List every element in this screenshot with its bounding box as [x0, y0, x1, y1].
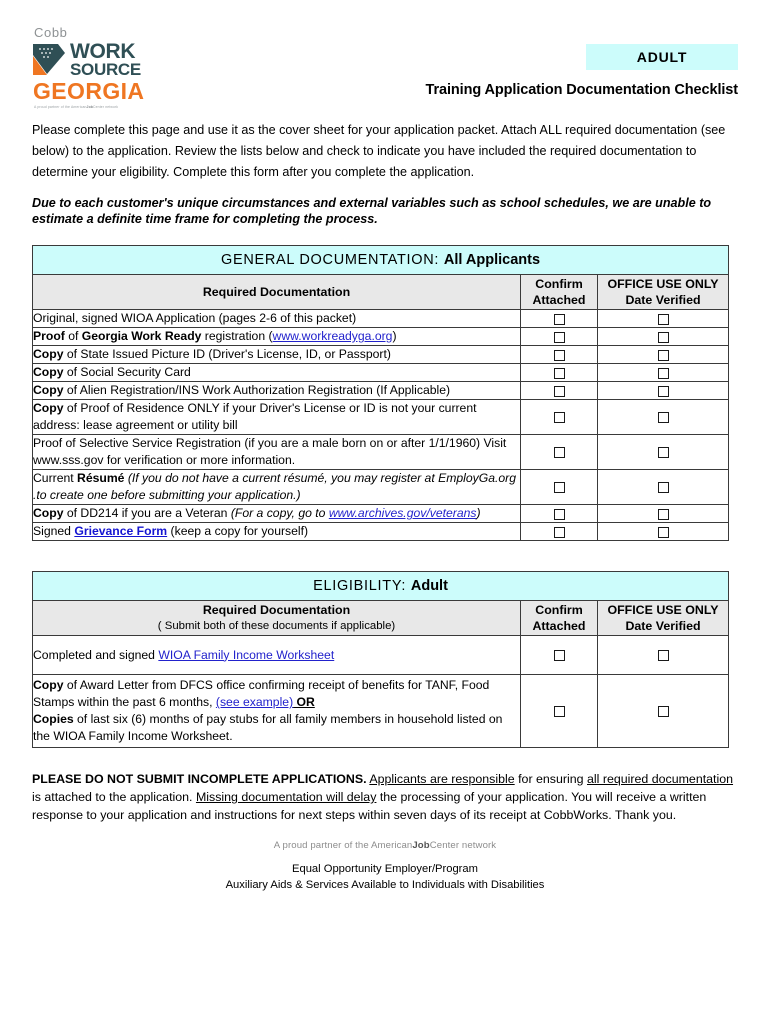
logo-source-text: SOURCE [70, 60, 141, 79]
intro-section [32, 120, 738, 227]
confirm-cell[interactable] [521, 523, 598, 541]
eligibility-band-title: ELIGIBILITY: Adult [33, 572, 729, 601]
doc-award-letter-or-pay-stubs: Copy of Award Letter from DFCS office confirming receipt of benefits for TANF, Food Stamps within the past 6 months, (see example) OR Copies of last six (6) months of pay stubs for all family members in household listed on the WIOA Family Income Worksheet. [33, 675, 521, 748]
logo-cobb-text: Cobb [34, 25, 68, 40]
page-title: Training Application Documentation Checklist [425, 82, 738, 98]
table-band-row [33, 246, 729, 275]
table-row [33, 435, 729, 470]
see-example-link[interactable]: (see example) [215, 695, 294, 709]
logo-work-text: WORK [70, 40, 136, 63]
table-row [33, 505, 729, 523]
eo-line-2: Auxiliary Aids & Services Available to Individuals with Disabilities [225, 879, 545, 891]
office-cell[interactable] [598, 505, 729, 523]
checkbox-office[interactable] [658, 386, 669, 397]
table-row [33, 364, 729, 382]
doc-georgia-work-ready: Proof of Georgia Work Ready registration (www.workreadyga.org) [33, 328, 521, 346]
office-cell[interactable] [598, 435, 729, 470]
closing-notice: PLEASE DO NOT SUBMIT INCOMPLETE APPLICATIONS. Applicants are responsible for ensuring all required documentation is attached to the application. Missing documentation will delay the processing of your application. You will receive a written response to your application and instructions for next steps within seven days of its receipt at CobbWorks. Thank you. [32, 772, 734, 822]
col-confirm-attached: Confirm Attached [521, 601, 598, 636]
doc-alien-registration: Copy of Alien Registration/INS Work Authorization Registration (If Applicable) [33, 382, 521, 400]
confirm-cell[interactable] [521, 675, 598, 748]
confirm-cell[interactable] [521, 505, 598, 523]
doc-selective-service: Proof of Selective Service Registration (if you are a male born on or after 1/1/1960) Visit www.sss.gov for verification or more information. [33, 435, 521, 470]
program-badge [586, 44, 738, 70]
general-band-title: GENERAL DOCUMENTATION: All Applicants [33, 246, 729, 275]
cobbworks-logo [32, 26, 232, 109]
checkbox-office[interactable] [658, 332, 669, 343]
eo-line-1: Equal Opportunity Employer/Program [292, 863, 478, 875]
col-office-use-only: OFFICE USE ONLY Date Verified [598, 275, 729, 310]
confirm-cell[interactable] [521, 636, 598, 675]
checkbox-confirm[interactable] [554, 350, 565, 361]
closing-lead: PLEASE DO NOT SUBMIT INCOMPLETE APPLICATIONS. [32, 772, 367, 786]
col-required-documentation: Required Documentation [33, 275, 521, 310]
confirm-cell[interactable] [521, 310, 598, 328]
workready-link[interactable]: www.workreadyga.org [272, 329, 393, 343]
table-row [33, 328, 729, 346]
checkbox-confirm[interactable] [554, 650, 565, 661]
archives-veterans-link[interactable]: www.archives.gov/veterans [328, 506, 477, 520]
checkbox-confirm[interactable] [554, 482, 565, 493]
office-cell[interactable] [598, 382, 729, 400]
doc-wioa-family-income-worksheet: Completed and signed WIOA Family Income Worksheet [33, 636, 521, 675]
checkbox-office[interactable] [658, 368, 669, 379]
checkbox-confirm[interactable] [554, 412, 565, 423]
checkbox-office[interactable] [658, 412, 669, 423]
checkbox-confirm[interactable] [554, 509, 565, 520]
table-row [33, 382, 729, 400]
confirm-cell[interactable] [521, 400, 598, 435]
checkbox-office[interactable] [658, 706, 669, 717]
checkbox-confirm[interactable] [554, 314, 565, 325]
table-header-row [33, 601, 729, 636]
office-cell[interactable] [598, 400, 729, 435]
logo-georgia-text: GEORGIA [33, 78, 145, 104]
col-confirm-attached: Confirm Attached [521, 275, 598, 310]
general-documentation-table [32, 245, 729, 541]
logo-tagline: A proud partner of the AmericanJobCenter network [34, 105, 119, 109]
office-cell[interactable] [598, 310, 729, 328]
checkbox-office[interactable] [658, 350, 669, 361]
office-cell[interactable] [598, 470, 729, 505]
worksource-arrow-icon [32, 43, 66, 78]
checkbox-office[interactable] [658, 509, 669, 520]
office-cell[interactable] [598, 346, 729, 364]
table-row [33, 675, 729, 748]
checkbox-confirm[interactable] [554, 447, 565, 458]
table-row [33, 523, 729, 541]
grievance-form-link[interactable]: Grievance Form [74, 524, 168, 538]
intro-paragraph: Please complete this page and use it as the cover sheet for your application packet. Attach ALL required documentation (see below) to the application. Review the lists below and check to indicate you have included the required documentation to determine your eligibility. Complete this form after you complete the application. [32, 123, 726, 179]
table-row [33, 346, 729, 364]
confirm-cell[interactable] [521, 382, 598, 400]
office-cell[interactable] [598, 636, 729, 675]
doc-social-security-card: Copy of Social Security Card [33, 364, 521, 382]
page-header [32, 0, 738, 108]
doc-original-wioa-application: Original, signed WIOA Application (pages 2-6 of this packet) [33, 310, 521, 328]
office-cell[interactable] [598, 364, 729, 382]
confirm-cell[interactable] [521, 346, 598, 364]
col-office-use-only: OFFICE USE ONLY Date Verified [598, 601, 729, 636]
checkbox-confirm[interactable] [554, 332, 565, 343]
wioa-worksheet-link[interactable]: WIOA Family Income Worksheet [158, 647, 335, 662]
intro-emphasis: Due to each customer's unique circumstances and external variables such as school schedules, we are unable to estimate a definite time frame for completing the process. [32, 196, 712, 226]
confirm-cell[interactable] [521, 328, 598, 346]
american-job-center-tagline: A proud partner of the AmericanJobCenter network [273, 840, 497, 851]
checkbox-office[interactable] [658, 314, 669, 325]
checkbox-confirm[interactable] [554, 706, 565, 717]
checkbox-confirm[interactable] [554, 368, 565, 379]
doc-state-picture-id: Copy of State Issued Picture ID (Driver's License, ID, or Passport) [33, 346, 521, 364]
office-cell[interactable] [598, 675, 729, 748]
col-required-documentation: Required Documentation ( Submit both of these documents if applicable) [33, 601, 521, 636]
checkbox-office[interactable] [658, 447, 669, 458]
checkbox-office[interactable] [658, 527, 669, 538]
table-row [33, 636, 729, 675]
table-header-row [33, 275, 729, 310]
checkbox-office[interactable] [658, 482, 669, 493]
table-row [33, 470, 729, 505]
program-badge-label: ADULT [636, 49, 688, 65]
doc-dd214-veteran: Copy of DD214 if you are a Veteran (For a copy, go to www.archives.gov/veterans) [33, 505, 521, 523]
confirm-cell[interactable] [521, 364, 598, 382]
confirm-cell[interactable] [521, 470, 598, 505]
confirm-cell[interactable] [521, 435, 598, 470]
doc-grievance-form: Signed Grievance Form (keep a copy for yourself) [33, 523, 521, 541]
equal-opportunity-notice [32, 861, 738, 893]
checkbox-office[interactable] [658, 650, 669, 661]
table-row [33, 400, 729, 435]
doc-current-resume: Current Résumé (If you do not have a current résumé, you may register at EmployGa.org .to create one before submitting your application.) [33, 470, 521, 505]
office-cell[interactable] [598, 328, 729, 346]
eligibility-table [32, 571, 729, 748]
table-band-row [33, 572, 729, 601]
page-footer [32, 840, 738, 893]
checkbox-confirm[interactable] [554, 386, 565, 397]
office-cell[interactable] [598, 523, 729, 541]
checkbox-confirm[interactable] [554, 527, 565, 538]
doc-proof-of-residence: Copy of Proof of Residence ONLY if your Driver's License or ID is not your current address: lease agreement or utility bill [33, 400, 521, 435]
table-row [33, 310, 729, 328]
